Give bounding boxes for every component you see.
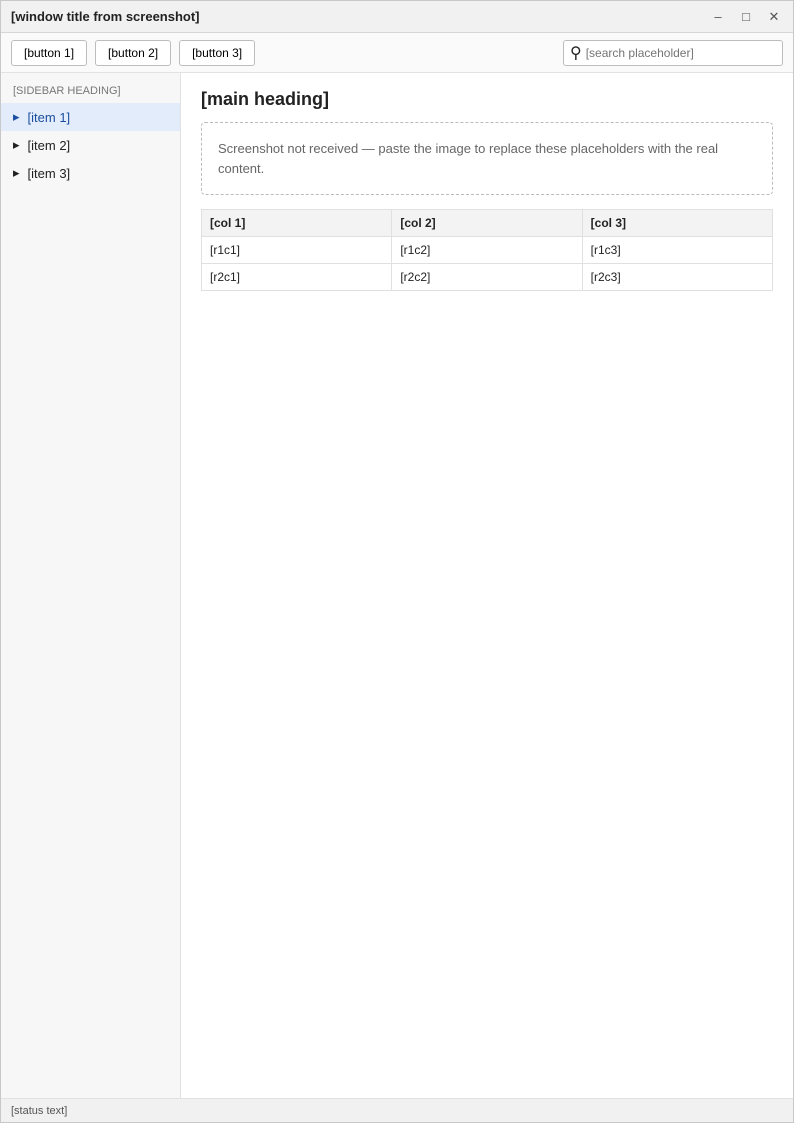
table-row[interactable] xyxy=(202,264,773,291)
main-panel xyxy=(181,73,793,1098)
column-header[interactable]: [col 2] xyxy=(392,210,582,237)
content-area xyxy=(1,73,793,1098)
status-text: [status text] xyxy=(11,1104,68,1117)
column-header[interactable]: [col 1] xyxy=(202,210,392,237)
toolbar xyxy=(1,33,793,73)
sidebar-heading: [SIDEBAR HEADING] xyxy=(13,85,121,97)
search-box[interactable] xyxy=(563,40,783,66)
search-icon: ⚲ xyxy=(570,44,582,62)
data-table xyxy=(201,209,773,291)
sidebar xyxy=(1,73,181,1098)
title-bar xyxy=(1,1,793,33)
sidebar-item-2[interactable] xyxy=(1,131,180,159)
table-cell: [r1c2] xyxy=(392,237,582,264)
table-cell: [r1c3] xyxy=(582,237,772,264)
table-cell: [r1c1] xyxy=(202,237,392,264)
folder-icon: ▸ xyxy=(13,109,20,124)
missing-image-notice: Screenshot not received — paste the image to replace these placeholders with the real content. xyxy=(201,122,773,195)
window-controls xyxy=(709,8,783,26)
search-input[interactable] xyxy=(586,46,776,60)
table-cell: [r2c3] xyxy=(582,264,772,291)
table-cell: [r2c1] xyxy=(202,264,392,291)
maximize-icon[interactable]: □ xyxy=(742,9,750,24)
window-title: [window title from screenshot] xyxy=(11,9,200,24)
close-icon[interactable]: ✕ xyxy=(768,8,780,24)
folder-icon: ▸ xyxy=(13,137,20,152)
table-row[interactable] xyxy=(202,237,773,264)
toolbar-button-2[interactable]: [button 2] xyxy=(95,40,171,66)
folder-icon: ▸ xyxy=(13,165,20,180)
page-title: [main heading] xyxy=(201,89,330,109)
toolbar-button-1[interactable]: [button 1] xyxy=(11,40,87,66)
sidebar-item-3[interactable] xyxy=(1,159,180,187)
sidebar-item-label: [item 2] xyxy=(27,137,71,153)
status-bar xyxy=(1,1098,793,1122)
sidebar-item-1[interactable] xyxy=(1,103,180,131)
sidebar-item-label: [item 1] xyxy=(27,109,71,125)
minimize-icon[interactable]: – xyxy=(714,9,722,24)
toolbar-button-3[interactable]: [button 3] xyxy=(179,40,255,66)
table-header-row xyxy=(202,210,773,237)
sidebar-item-label: [item 3] xyxy=(27,165,71,181)
table-cell: [r2c2] xyxy=(392,264,582,291)
column-header[interactable]: [col 3] xyxy=(582,210,772,237)
